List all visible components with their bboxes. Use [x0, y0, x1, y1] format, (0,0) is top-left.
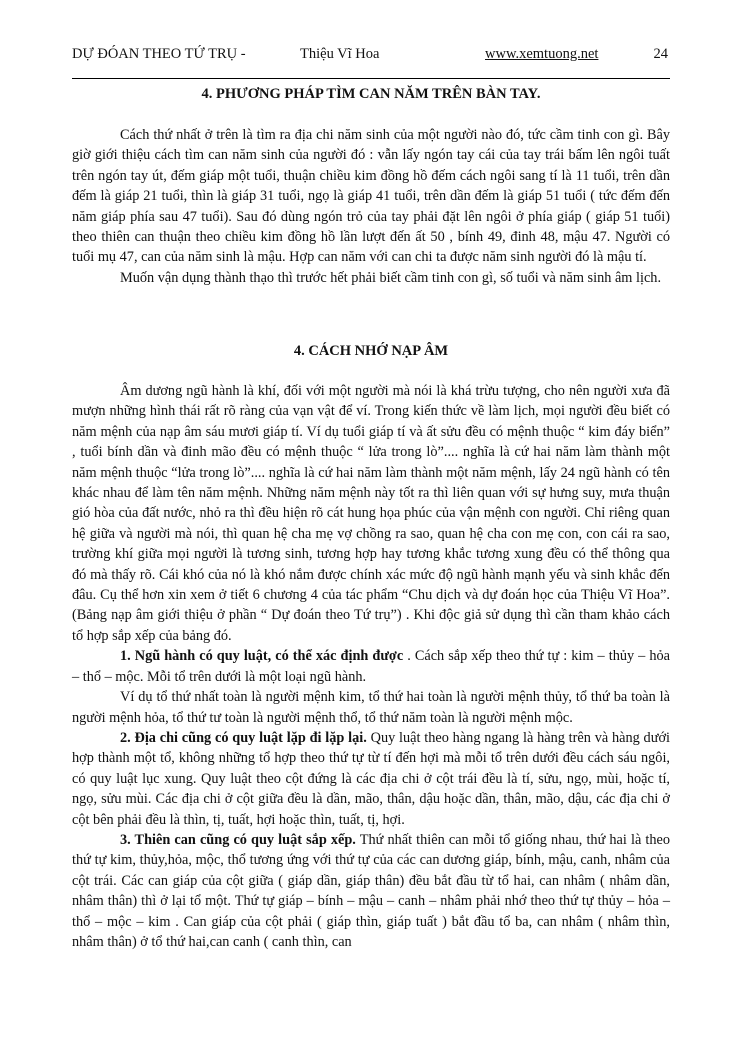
section-body-hand-method	[72, 125, 670, 288]
page-number: 24	[653, 46, 668, 62]
paragraph: Muốn vận dụng thành thạo thì trước hết phải biết cầm tinh con gì, số tuổi và năm sinh âm lịch.	[120, 269, 662, 286]
header-divider	[72, 78, 670, 79]
section-title-hand-method: 4. PHƯƠNG PHÁP TÌM CAN NĂM TRÊN BÀN TAY.	[201, 86, 541, 102]
page-header	[72, 46, 670, 66]
rule-heading: 3. Thiên can cũng có quy luật sắp xếp.	[120, 831, 356, 848]
website-link[interactable]: www.xemtuong.net	[485, 46, 599, 62]
section-body-nap-am	[72, 381, 670, 952]
author-name: Thiệu Vĩ Hoa	[300, 46, 380, 62]
paragraph: Cách thứ nhất ở trên là tìm ra địa chi năm sinh của một người nào đó, tức cầm tinh con gì. Bây giờ giới thiệu cách tìm can năm sinh của người đó : vẫn lấy ngón tay cái của tay trái bấm lên ngôi tuất trên ngón tay út, đếm giáp một tuổi, thuận chiều kim đồng hồ đếm cách ngôi sang tí là 11 tuổi, trên dần đếm là giáp 21 tuổi, thìn là giáp 31 tuổi, ngọ là giáp 41 tuổi, trên dần đếm là giáp 51 tuổi ( tức đếm đến năm giáp phía sau 47 tuổi). Sau đó dùng ngón trỏ của tay phải đặt lên ngôi ở phía giáp ( giáp 51 tuổi) theo thiên can thuận theo chiều kim đồng hồ lần lượt đến ất 50 , bính 49, đinh 48, mậu 47. Người có tuổi mụ 47, can của năm sinh là mậu. Hợp can năm với can chi ta được năm sinh người đó là mậu tí.	[72, 127, 670, 266]
section-title-nap-am: 4. CÁCH NHỚ NẠP ÂM	[293, 343, 449, 359]
rule-paragraph	[72, 646, 670, 687]
rule-paragraph	[72, 687, 670, 728]
rule-text: Quy luật theo hàng ngang là hàng trên và hàng dưới hợp thành một tổ, không những tổ hợp theo thứ tự từ tí đến hợi mà mỗi tổ trên dưới đều cách sáu ngôi, có quy luật lục xung. Quy luật theo cột đứng là các địa chi ở cột trái đều là tí, sửu, ngọ, mùi, hoặc tí, ngọ, sửu mùi. Các địa chi ở cột giữa đều là dần, mão, thân, dậu hoặc dần, thân, mão, dậu, các địa chi ở cột bên phải đều là thìn, tị, tuất, hợi hoặc thìn, tuất, tị, hợi.	[72, 729, 670, 828]
rule-text: Thứ nhất thiên can mỗi tổ giống nhau, thứ hai là theo thứ tự kim, thủy,hỏa, mộc, thổ tương ứng với thứ tự của các can dương giáp, bính, mậu, canh, nhâm của cột trái. Các can giáp của cột giữa ( giáp dần, giáp thân) đều bắt đầu từ tổ hai, can nhâm ( nhâm dần, nhâm thân) thì ở lại tổ một. Thứ tự giáp – bính – mậu – canh – nhâm phải nhớ theo thứ tự thủy – hỏa – thổ – mộc – kim . Can giáp của cột phải ( giáp thìn, giáp tuất ) bắt đầu tổ ba, can nhâm ( nhâm thìn, nhâm thân) ở tổ thứ hai,can canh ( canh thìn, can	[72, 831, 670, 950]
rule-paragraph	[72, 830, 670, 952]
rule-heading: 1. Ngũ hành có quy luật, có thể xác định được	[120, 648, 404, 665]
rule-text: . Cách sắp xếp theo thứ tự : kim – thủy – hỏa – thổ – mộc. Mỗi tổ trên dưới là một loại ngũ hành.	[72, 648, 670, 685]
rule-heading: 2. Địa chi cũng có quy luật lặp đi lặp lại.	[120, 729, 367, 746]
book-title: DỰ ĐÓAN THEO TỨ TRỤ -	[72, 46, 246, 62]
rule-paragraph	[72, 728, 670, 830]
rule-text: Ví dụ tổ thứ nhất toàn là người mệnh kim, tổ thứ hai toàn là người mệnh thủy, tổ thứ ba toàn là người mệnh hỏa, tổ thứ tư toàn là người mệnh thổ, tổ thứ năm toàn là người mệnh mộc.	[72, 689, 670, 726]
paragraph: Âm dương ngũ hành là khí, đối với một người mà nói là khá trừu tượng, cho nên người xưa đã mượn những hình thái rất rõ ràng của vạn vật để ví. Trong kiến thức về làm lịch, mọi người đều biết có năm mệnh của nạp âm sáu mươi giáp tí. Ví dụ tuổi giáp tí và ất sửu đều có mệnh thuộc “ kim đáy biển” , tuổi bính dần và đinh mão đều có mệnh thuộc “ lửa trong lò”.... nghĩa là cứ hai năm làm thành một năm mệnh thuộc “lửa trong lò”.... nghĩa là cứ hai năm làm thành một năm mệnh, lấy 24 ngũ hành có tên khác nhau để làm tên năm mệnh. Những năm mệnh này tốt ra thì liên quan với sự hưng suy, mưa thuận gió hòa của đất nước, nhỏ ra thì đều hiện rõ cát hung họa phúc của vận mệnh con người. Chỉ riêng quan hệ giữa và người mà nói, thì quan hệ cha mẹ vợ chồng ra sao, quan hệ cha con mẹ con, con cái ra sao, trường khí giữa mọi người là tương sinh, tương hợp hay tương khắc tương xung đều có thể thông qua đó mà thấy rõ. Cái khó của nó là khó nắm được chính xác mức độ ngũ hành mạnh yếu và sinh khắc đến đâu. Cụ thể hơn xin xem ở tiết 6 chương 4 của tác phẩm “Chu dịch và dự đoán học của Thiệu Vĩ Hoa”. (Bảng nạp âm giới thiệu ở phần “ Dự đoán theo Tứ trụ”) . Khi độc giả sử dụng thì cần tham khảo cách tổ hợp sắp xếp của bảng đó.	[72, 383, 670, 644]
